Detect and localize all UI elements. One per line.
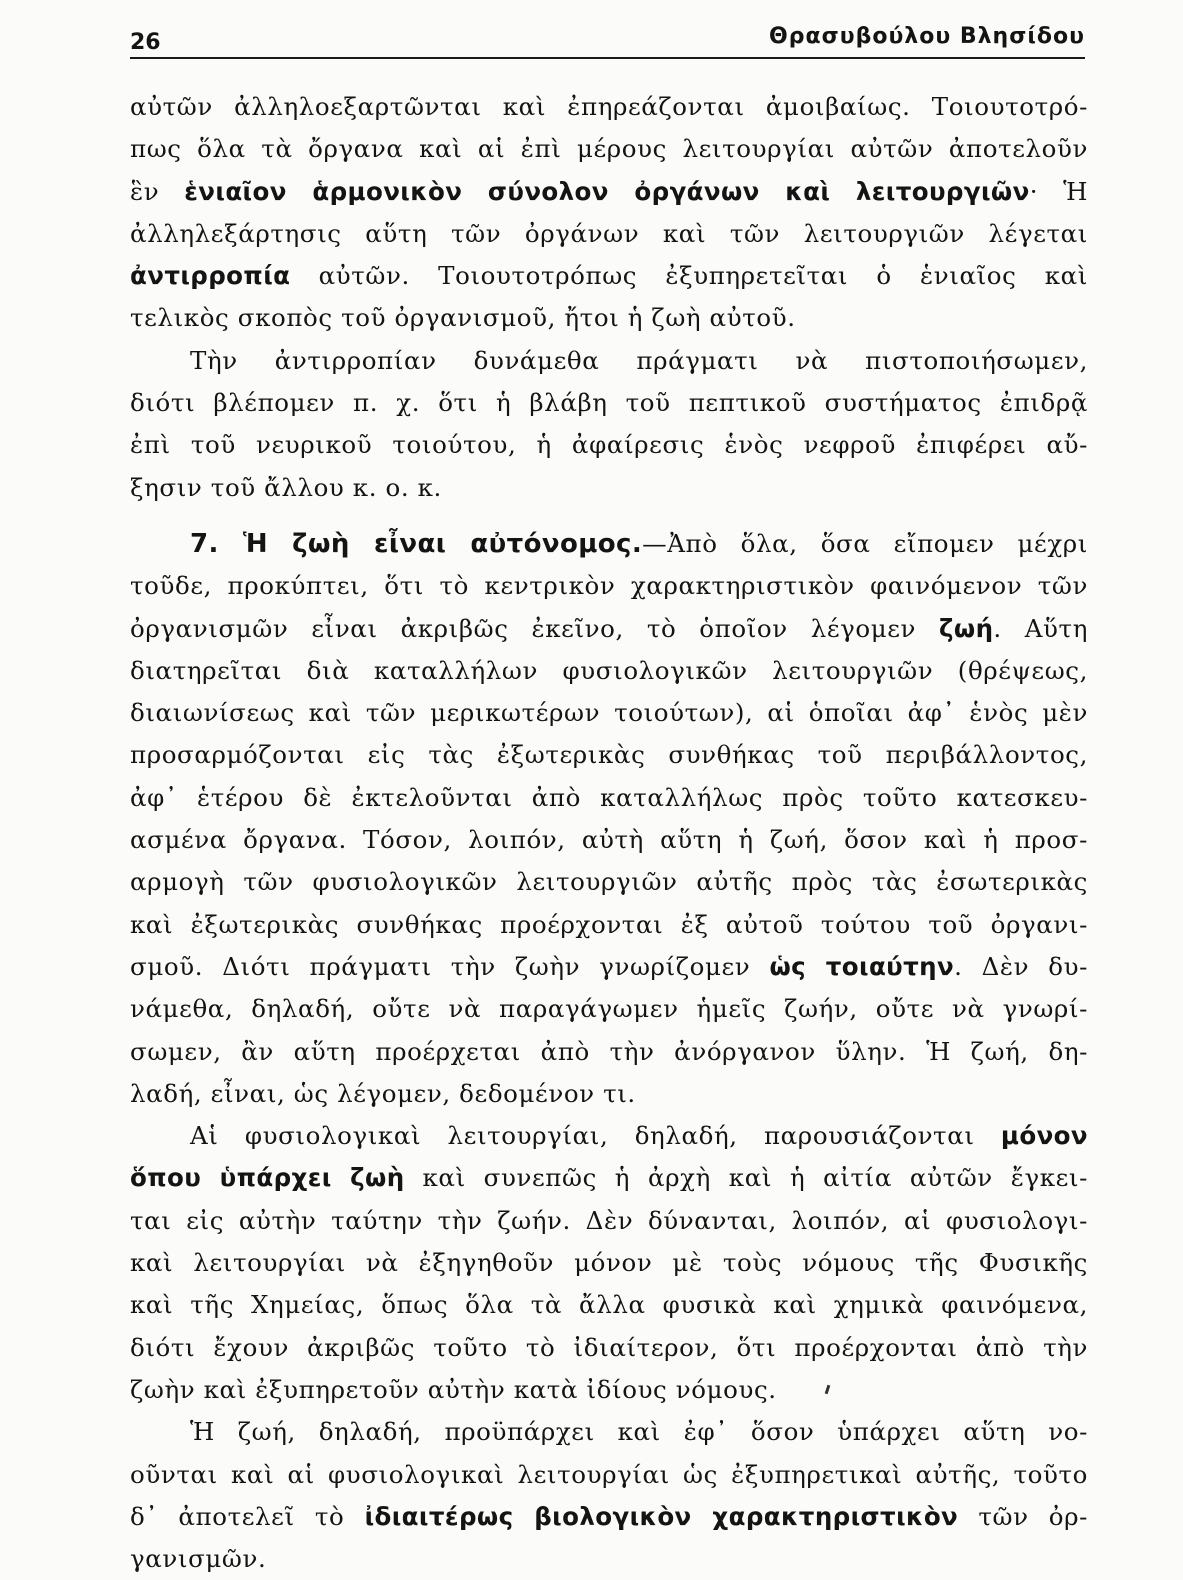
text-line <box>130 424 1088 466</box>
text-segment: αρμογὴ τῶν φυσιολογικῶν λειτουργιῶν αὐτῆς πρὸς τὰς ἐσωτερικὰς <box>130 867 1088 897</box>
text-segment: διατηρεῖται διὰ καταλλήλων φυσιολογικῶν λειτουργιῶν (θρέψεως, <box>130 655 1088 685</box>
text-line <box>130 213 1088 255</box>
text-segment: καὶ συνεπῶς ἡ ἀρχὴ καὶ ἡ αἰτία αὐτῶν ἔγκει- <box>404 1163 1088 1193</box>
text-segment: διαιωνίσεως καὶ τῶν μερικωτέρων τοιούτων), αἱ ὁποῖαι ἀφ᾽ ἑνὸς μὲν <box>130 698 1088 728</box>
text-segment: Αἱ φυσιολογικαὶ λειτουργίαι, δηλαδή, παρουσιάζονται <box>190 1121 1001 1151</box>
text-line <box>130 1200 1088 1242</box>
text-line <box>130 171 1088 213</box>
bold-term: ἑνιαῖον ἁρμονικὸν σύνολον ὀργάνων καὶ λειτουργιῶν <box>184 176 1030 206</box>
page-number: 26 <box>130 30 161 55</box>
text-line <box>130 861 1088 903</box>
text-line <box>130 777 1088 819</box>
text-line <box>130 819 1088 861</box>
text-segment: αὐτῶν ἀλληλοεξαρτῶνται καὶ ἐπηρεάζονται ἀμοιβαίως. Τοιουτοτρό- <box>130 92 1088 121</box>
text-line <box>130 340 1088 382</box>
text-segment: Ἡ ζωή, δηλαδή, προϋπάρχει καὶ ἐφ᾽ ὅσον ὑπάρχει αὕτη νο- <box>190 1417 1088 1447</box>
text-segment: Τὴν ἀντιρροπίαν δυνάμεθα πράγματι νὰ πιστοποιήσωμεν, <box>190 345 1088 375</box>
bold-term: ὡς τοιαύτην <box>769 951 955 981</box>
running-title: Θρασυβούλου Βλησίδου <box>769 24 1085 49</box>
text-line <box>130 255 1088 297</box>
text-segment: ὀργανισμῶν εἶναι ἀκριβῶς ἐκεῖνο, τὸ ὁποῖον λέγομεν <box>130 613 939 643</box>
bold-term: ὅπου ὑπάρχει ζωὴ <box>130 1163 405 1193</box>
text-segment: διότι βλέπομεν π. χ. ὅτι ἡ βλάβη τοῦ πεπτικοῦ συστήματος ἐπιδρᾷ <box>130 388 1088 418</box>
section-heading: 7. Ἡ ζωὴ εἶναι αὐτόνομος. <box>190 528 643 559</box>
text-segment: δ᾽ ἀποτελεῖ τὸ <box>130 1501 365 1531</box>
text-segment: τελικὸς σκοπὸς τοῦ ὀργανισμοῦ, ἤτοι ἡ ζωὴ αὐτοῦ. <box>130 303 796 333</box>
text-segment: . Αὕτη <box>993 613 1088 643</box>
text-line <box>130 128 1088 170</box>
text-segment: ται εἰς αὐτὴν ταύτην τὴν ζωήν. Δὲν δύνανται, λοιπόν, αἱ φυσιολογι- <box>130 1205 1088 1235</box>
text-line <box>130 565 1088 607</box>
text-segment: λαδή, εἶναι, ὡς λέγομεν, δεδομένον τι. <box>130 1078 636 1108</box>
bold-term: ἀντιρροπία <box>130 261 291 291</box>
text-segment: καὶ ἐξωτερικὰς συνθήκας προέρχονται ἐξ αὐτοῦ τούτου τοῦ ὀργανι- <box>130 909 1088 939</box>
text-line <box>130 904 1088 946</box>
text-line <box>130 608 1088 650</box>
text-segment: διότι ἔχουν ἀκριβῶς τοῦτο τὸ ἰδιαίτερον, ὅτι προέρχονται ἀπὸ τὴν <box>130 1332 1088 1362</box>
text-segment: ἀλληλεξάρτησις αὕτη τῶν ὀργάνων καὶ τῶν λειτουργιῶν λέγεται <box>130 218 1088 248</box>
text-segment: νάμεθα, δηλαδή, οὔτε νὰ παραγάγωμεν ἡμεῖς ζωήν, οὔτε νὰ γνωρί- <box>130 994 1088 1024</box>
text-line <box>130 382 1088 424</box>
text-line <box>130 1454 1088 1496</box>
text-line <box>130 1496 1088 1538</box>
text-segment: προσαρμόζονται εἰς τὰς ἐξωτερικὰς συνθήκας τοῦ περιβάλλοντος, <box>130 740 1088 770</box>
text-segment: ἐπὶ τοῦ νευρικοῦ τοιούτου, ἡ ἀφαίρεσις ἑνὸς νεφροῦ ἐπιφέρει αὔ- <box>130 430 1088 460</box>
text-line <box>130 1284 1088 1326</box>
text-segment: οῦνται καὶ αἱ φυσιολογικαὶ λειτουργίαι ὡς ἐξυπηρετικαὶ αὐτῆς, τοῦτο <box>130 1459 1088 1489</box>
text-line <box>130 1242 1088 1284</box>
text-line <box>130 1538 1088 1580</box>
text-line <box>130 297 1088 339</box>
text-line <box>130 1031 1088 1073</box>
text-segment: . Δὲν δυ- <box>954 951 1088 981</box>
text-line <box>130 1073 1088 1115</box>
text-segment: ξησιν τοῦ ἄλλου κ. ο. κ. <box>130 472 442 502</box>
text-segment: —Ἀπὸ ὅλα, ὅσα εἴπομεν μέχρι <box>642 528 1088 558</box>
bold-term: μόνον <box>1000 1121 1088 1151</box>
section-heading-line <box>130 523 1088 565</box>
text-segment: σωμεν, ἂν αὕτη προέρχεται ἀπὸ τὴν ἀνόργανον ὕλην. Ἡ ζωή, δη- <box>130 1036 1088 1066</box>
text-segment: ἀφ᾽ ἑτέρου δὲ ἐκτελοῦνται ἀπὸ καταλλήλως πρὸς τοῦτο κατεσκευ- <box>130 782 1088 812</box>
text-segment: ἓν <box>130 176 185 206</box>
text-segment: αὐτῶν. Τοιουτοτρόπως ἐξυπηρετεῖται ὁ ἑνιαῖος καὶ <box>290 261 1088 291</box>
text-line <box>130 1369 1088 1411</box>
text-segment: τοῦδε, προκύπτει, ὅτι τὸ κεντρικὸν χαρακτηριστικὸν φαινόμενον τῶν <box>130 571 1088 601</box>
text-segment: ασμένα ὄργανα. Τόσον, λοιπόν, αὐτὴ αὕτη ἡ ζωή, ὅσον καὶ ἡ προσ- <box>130 825 1088 855</box>
text-line <box>130 86 1088 128</box>
header-rule <box>130 57 1085 59</box>
text-line <box>130 467 1088 509</box>
body-text <box>130 86 1088 1580</box>
text-segment: σμοῦ. Διότι πράγματι τὴν ζωὴν γνωρίζομεν <box>130 951 770 981</box>
text-line <box>130 1411 1088 1453</box>
text-line <box>130 734 1088 776</box>
page-header <box>130 14 1085 56</box>
text-segment: · Ἡ <box>1029 176 1088 206</box>
text-line <box>130 1157 1088 1199</box>
bold-term: ζωή <box>939 613 994 643</box>
text-segment: καὶ τῆς Χημείας, ὅπως ὅλα τὰ ἄλλα φυσικὰ καὶ χημικὰ φαινόμενα, <box>130 1290 1088 1320</box>
bold-term: ἰδιαιτέρως βιολογικὸν χαρακτηριστικὸν <box>364 1501 959 1531</box>
text-line <box>130 1327 1088 1369</box>
text-line <box>130 946 1088 988</box>
text-segment: ζωὴν καὶ ἐξυπηρετοῦν αὐτὴν κατὰ ἰδίους νόμους. <box>130 1374 777 1404</box>
text-segment: καὶ λειτουργίαι νὰ ἐξηγηθοῦν μόνον μὲ τοὺς νόμους τῆς Φυσικῆς <box>130 1248 1088 1278</box>
text-line <box>130 1115 1088 1157</box>
text-segment: γανισμῶν. <box>130 1544 267 1574</box>
text-segment: τῶν ὀρ- <box>958 1501 1088 1531</box>
text-line <box>130 988 1088 1030</box>
text-line <box>130 692 1088 734</box>
text-line <box>130 650 1088 692</box>
text-segment: πως ὅλα τὰ ὄργανα καὶ αἱ ἐπὶ μέρους λειτουργίαι αὐτῶν ἀποτελοῦν <box>130 134 1088 164</box>
